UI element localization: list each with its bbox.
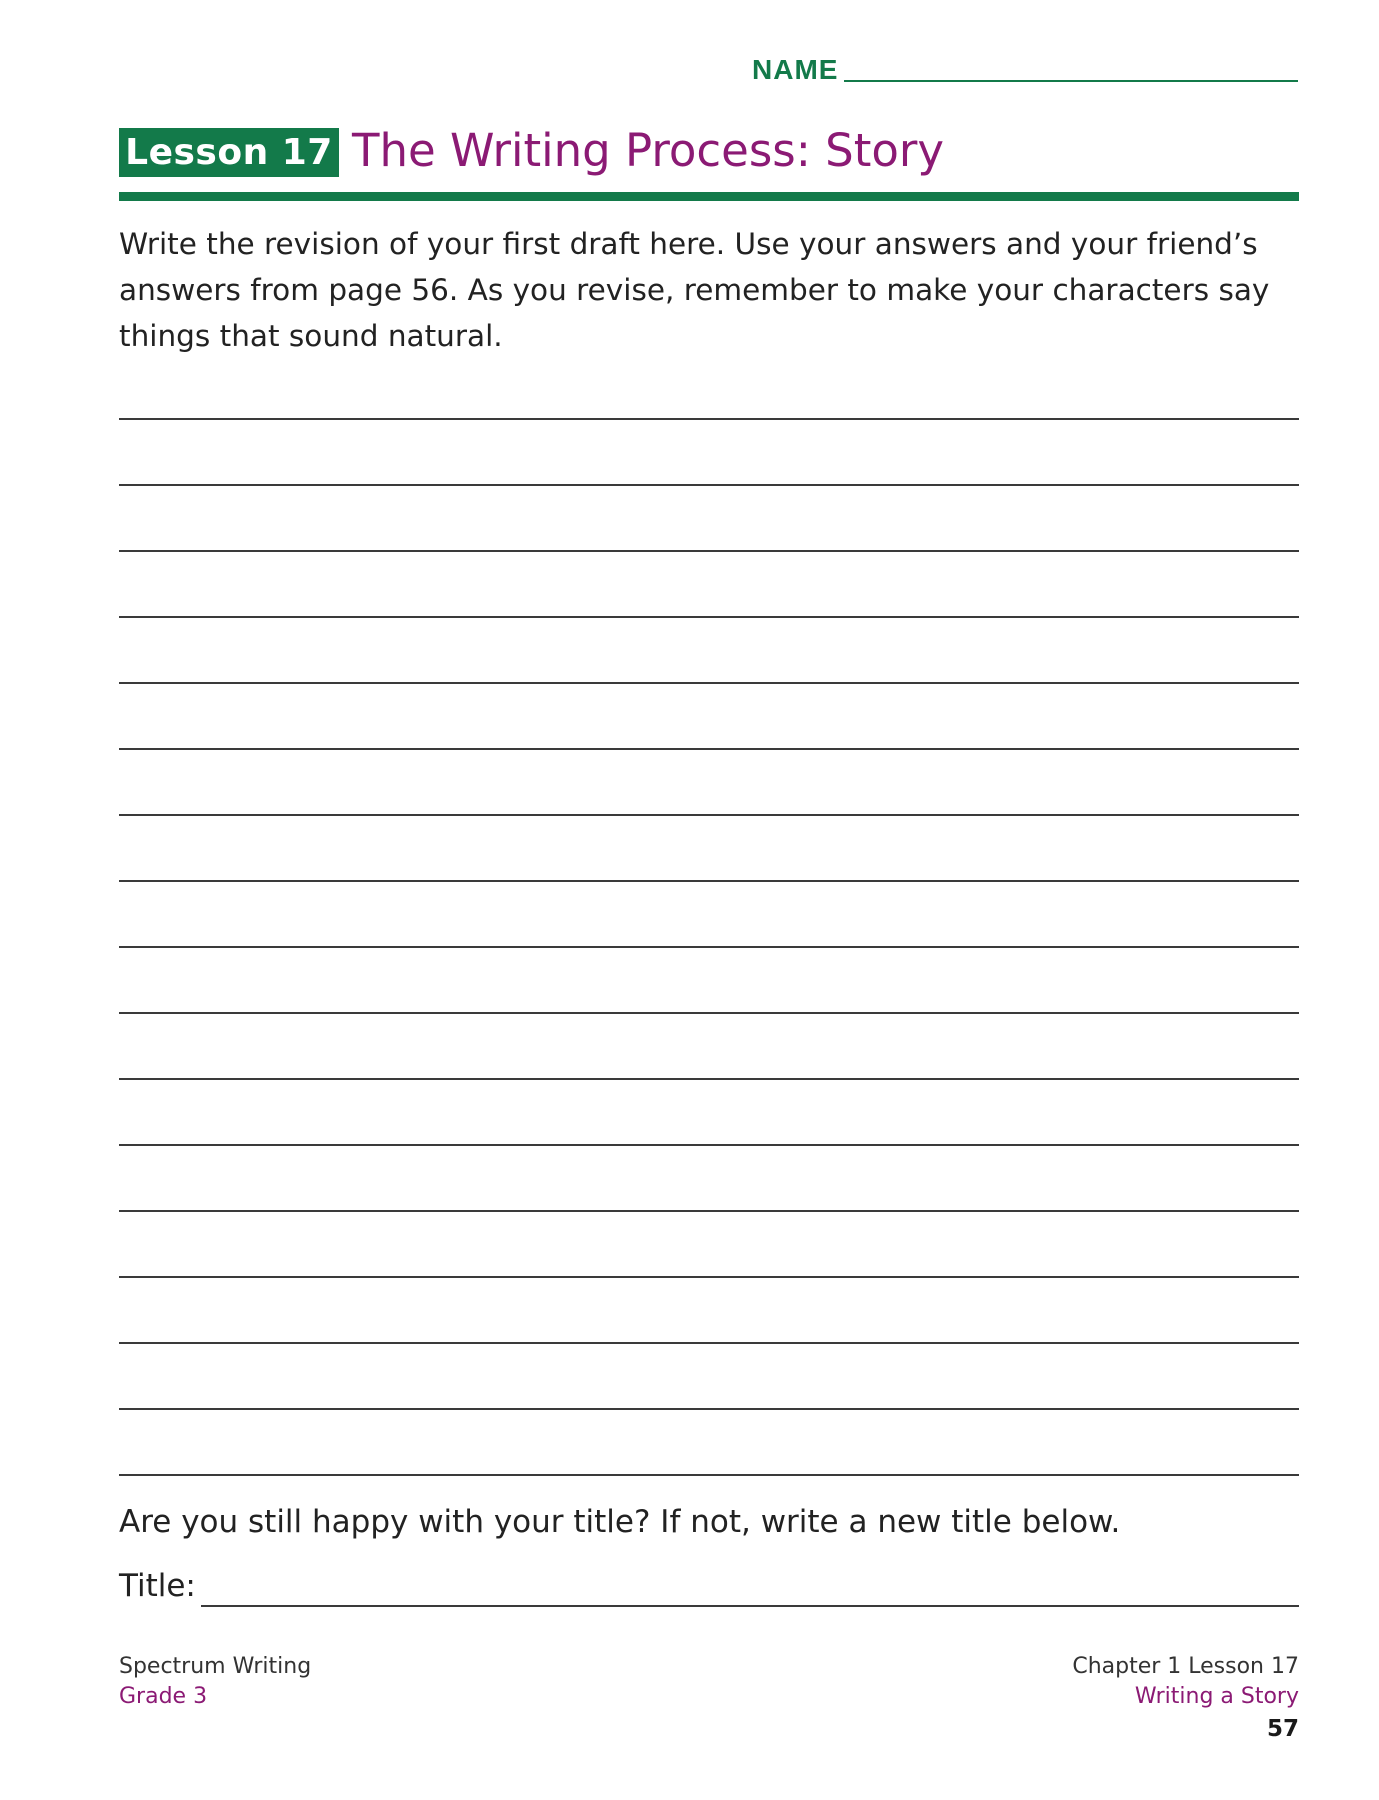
writing-line[interactable] [119, 1012, 1299, 1014]
writing-line[interactable] [119, 1144, 1299, 1146]
title-question: Are you still happy with your title? If not, write a new title below. [119, 1504, 1121, 1540]
writing-line[interactable] [119, 682, 1299, 684]
writing-line[interactable] [119, 880, 1299, 882]
name-row [752, 54, 1298, 90]
name-input-line[interactable] [844, 80, 1298, 82]
writing-line[interactable] [119, 484, 1299, 486]
footer-book-name: Spectrum Writing [119, 1654, 312, 1679]
writing-line[interactable] [119, 550, 1299, 552]
writing-line[interactable] [119, 814, 1299, 816]
writing-line[interactable] [119, 946, 1299, 948]
footer-chapter-lesson: Chapter 1 Lesson 17 [1072, 1654, 1299, 1679]
writing-line[interactable] [119, 748, 1299, 750]
title-divider [119, 192, 1299, 201]
writing-line[interactable] [119, 418, 1299, 420]
writing-line[interactable] [119, 616, 1299, 618]
page-number: 57 [1266, 1716, 1299, 1742]
instructions-text: Write the revision of your first draft here. Use your answers and your friend’s answers from page 56. As you revise, remember to make your characters say things that sound natural. [119, 227, 1270, 353]
footer-unit: Writing a Story [1134, 1684, 1299, 1709]
title-input-line[interactable] [201, 1605, 1299, 1607]
lesson-badge: Lesson 17 [119, 128, 339, 177]
name-label: NAME [752, 54, 839, 85]
writing-line[interactable] [119, 1474, 1299, 1476]
title-field-label: Title: [119, 1568, 196, 1604]
writing-line[interactable] [119, 1408, 1299, 1410]
writing-line[interactable] [119, 1210, 1299, 1212]
writing-line[interactable] [119, 1342, 1299, 1344]
writing-line[interactable] [119, 1276, 1299, 1278]
writing-line[interactable] [119, 1078, 1299, 1080]
footer-grade: Grade 3 [119, 1684, 208, 1709]
lesson-title: The Writing Process: Story [352, 124, 945, 177]
